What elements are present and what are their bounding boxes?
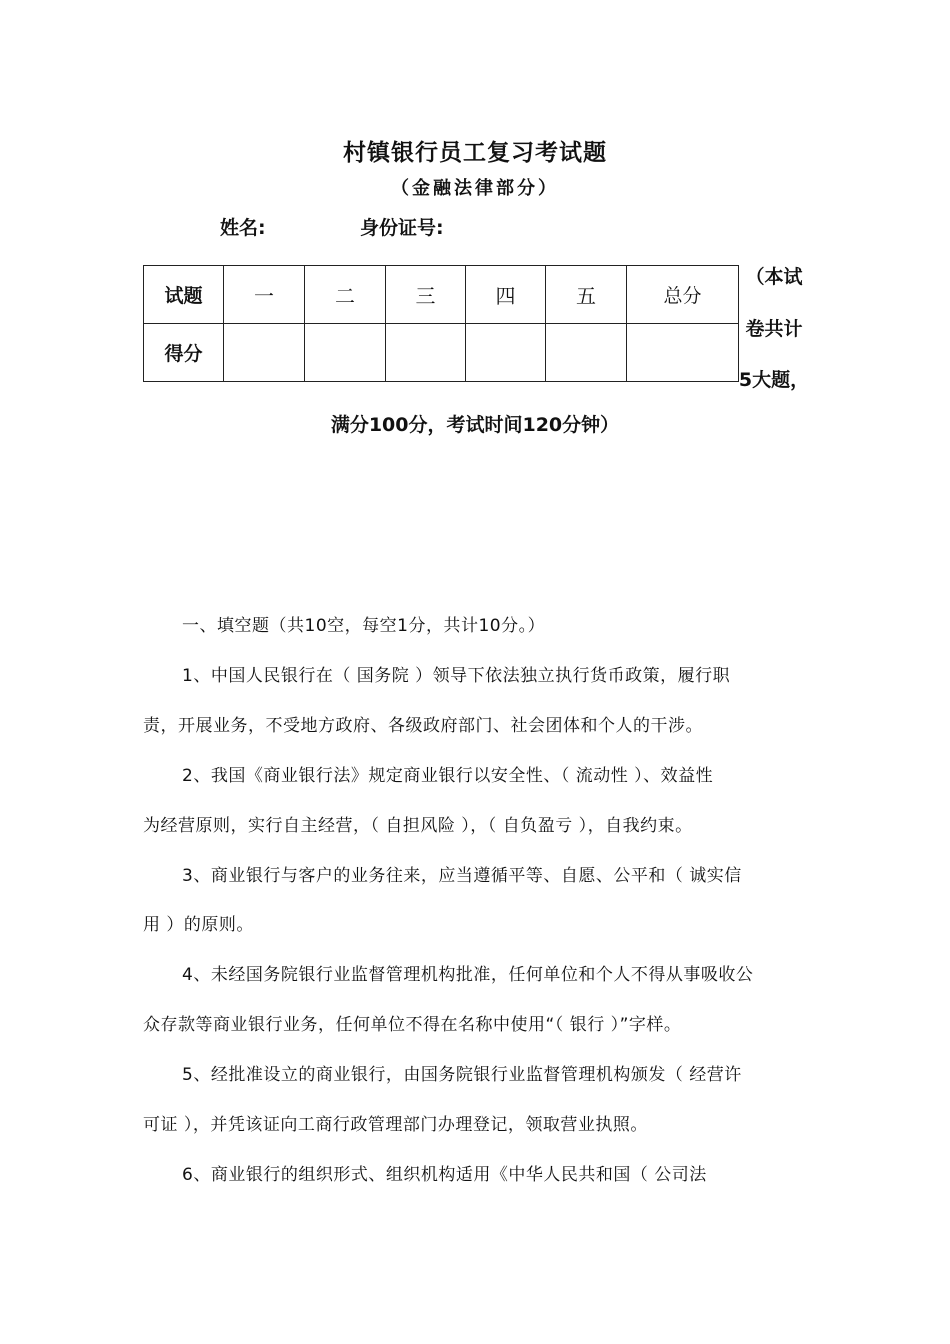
header-cell-total: 总分	[627, 266, 739, 324]
exam-note-line-1: （本试	[745, 266, 803, 288]
score-cell-total[interactable]	[627, 324, 739, 382]
score-cell-2[interactable]	[305, 324, 386, 382]
document-subtitle: （金融法律部分）	[391, 178, 559, 199]
question-3-line-2: 用 ）的原则。	[143, 915, 254, 935]
row-label-score: 得分	[144, 324, 224, 382]
question-1-line-1: 1、中国人民银行在（ 国务院 ）领导下依法独立执行货币政策，履行职	[182, 666, 731, 686]
section-heading: 一、填空题（共10空，每空1分，共计10分。）	[182, 616, 546, 636]
score-table-header-row	[144, 266, 739, 324]
header-cell-question: 试题	[144, 266, 224, 324]
exam-note-main: 满分100分，考试时间120分钟）	[330, 414, 620, 436]
question-3-line-1: 3、商业银行与客户的业务往来，应当遵循平等、自愿、公平和（ 诚实信	[182, 866, 742, 886]
score-cell-4[interactable]	[466, 324, 546, 382]
score-table	[143, 265, 739, 382]
header-cell-2: 二	[305, 266, 386, 324]
header-cell-5: 五	[546, 266, 627, 324]
score-cell-3[interactable]	[386, 324, 466, 382]
question-5-line-2: 可证 ），并凭该证向工商行政管理部门办理登记，领取营业执照。	[143, 1115, 648, 1135]
score-cell-5[interactable]	[546, 324, 627, 382]
exam-note-line-3: 5大题，	[738, 369, 810, 391]
header-cell-1: 一	[224, 266, 305, 324]
score-table-score-row	[144, 324, 739, 382]
name-label: 姓名:	[220, 217, 266, 239]
question-5-line-1: 5、经批准设立的商业银行，由国务院银行业监督管理机构颁发（ 经营许	[182, 1065, 742, 1085]
question-4-line-1: 4、未经国务院银行业监督管理机构批准，任何单位和个人不得从事吸收公	[182, 965, 754, 985]
question-2-line-1: 2、我国《商业银行法》规定商业银行以安全性、（ 流动性 ）、效益性	[182, 766, 714, 786]
question-1-line-2: 责，开展业务，不受地方政府、各级政府部门、社会团体和个人的干涉。	[143, 716, 703, 736]
question-4-line-2: 众存款等商业银行业务，任何单位不得在名称中使用“（ 银行 ）”字样。	[143, 1015, 682, 1035]
id-number-label: 身份证号:	[360, 217, 444, 239]
header-cell-3: 三	[386, 266, 466, 324]
question-2-line-2: 为经营原则，实行自主经营，（ 自担风险 ），（ 自负盈亏 ），自我约束。	[143, 816, 693, 836]
document-title: 村镇银行员工复习考试题	[343, 140, 607, 166]
question-6-line-1: 6、商业银行的组织形式、组织机构适用《中华人民共和国（ 公司法	[182, 1165, 707, 1185]
score-cell-1[interactable]	[224, 324, 305, 382]
header-cell-4: 四	[466, 266, 546, 324]
exam-note-line-2: 卷共计	[745, 318, 803, 340]
